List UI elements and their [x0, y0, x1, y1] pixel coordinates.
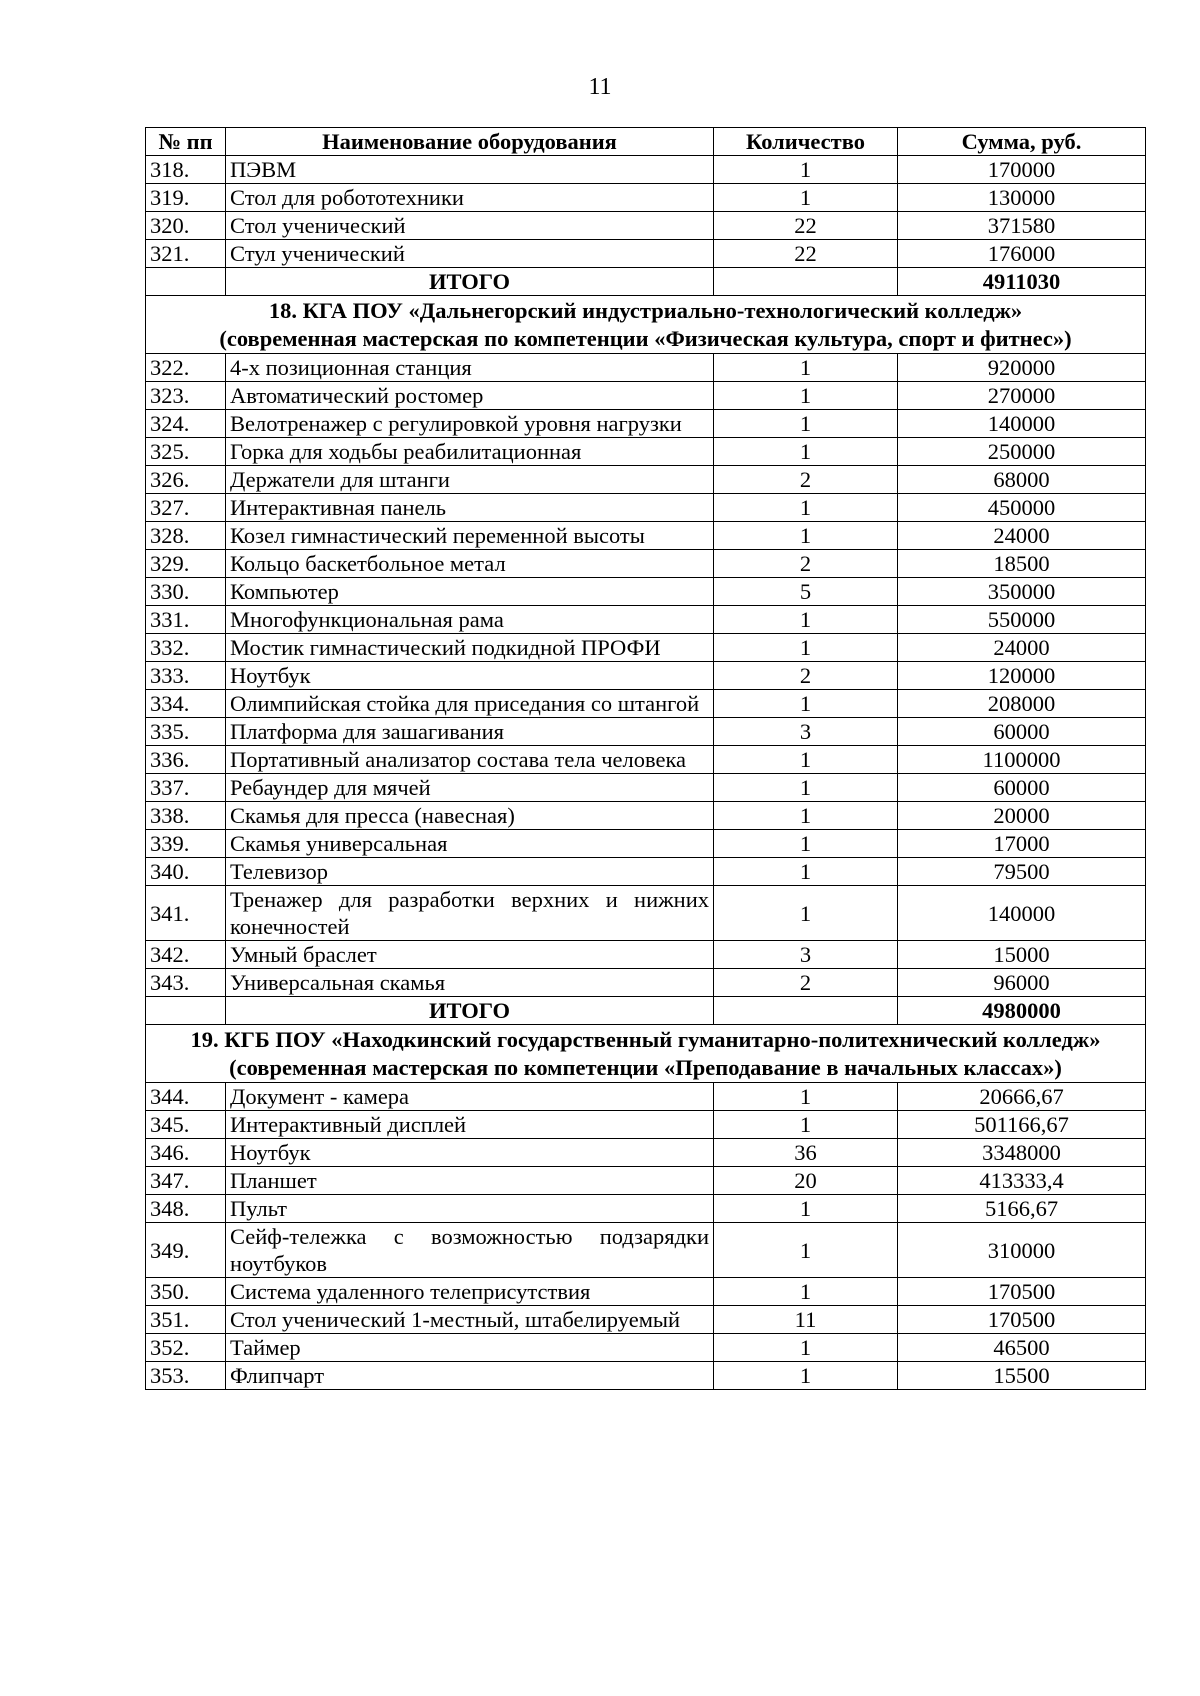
- cell-qty: 2: [714, 550, 898, 578]
- section-title-line: (современная мастерская по компетенции «Преподавание в начальных классах»): [229, 1054, 1062, 1080]
- cell-num: 342.: [146, 941, 226, 969]
- cell-sum: 60000: [898, 774, 1146, 802]
- table-row: [146, 1362, 1146, 1390]
- table-row: [146, 774, 1146, 802]
- cell-num: 331.: [146, 606, 226, 634]
- cell-sum: 450000: [898, 494, 1146, 522]
- cell-name: Сейф-тележка с возможностью подзарядки ноутбуков: [226, 1223, 714, 1278]
- section-title: [146, 1025, 1146, 1083]
- header-sum: Сумма, руб.: [898, 128, 1146, 156]
- cell-qty: 11: [714, 1306, 898, 1334]
- cell-sum: 20666,67: [898, 1083, 1146, 1111]
- cell-qty: 1: [714, 830, 898, 858]
- cell-num: 330.: [146, 578, 226, 606]
- header-num: № пп: [146, 128, 226, 156]
- cell-num: 322.: [146, 354, 226, 382]
- cell-sum: 208000: [898, 690, 1146, 718]
- cell-qty: 1: [714, 354, 898, 382]
- cell-num: 341.: [146, 886, 226, 941]
- cell-name: Умный браслет: [226, 941, 714, 969]
- cell-sum: 140000: [898, 410, 1146, 438]
- table-row: [146, 382, 1146, 410]
- cell-name: Таймер: [226, 1334, 714, 1362]
- table-row: [146, 1278, 1146, 1306]
- cell-name: Универсальная скамья: [226, 969, 714, 997]
- cell-num: 347.: [146, 1167, 226, 1195]
- cell-num: 328.: [146, 522, 226, 550]
- cell-qty: 3: [714, 941, 898, 969]
- cell-qty: 1: [714, 494, 898, 522]
- cell-name: Интерактивная панель: [226, 494, 714, 522]
- cell-name: 4-х позиционная станция: [226, 354, 714, 382]
- table-row: [146, 354, 1146, 382]
- table-body: [146, 156, 1146, 1390]
- cell-qty: 1: [714, 1083, 898, 1111]
- table-row: [146, 1223, 1146, 1278]
- cell-name: Ноутбук: [226, 662, 714, 690]
- table-row: [146, 410, 1146, 438]
- cell-name: Стул ученический: [226, 240, 714, 268]
- cell-qty: 2: [714, 969, 898, 997]
- table-row: [146, 969, 1146, 997]
- cell-name: Система удаленного телеприсутствия: [226, 1278, 714, 1306]
- cell-sum: 18500: [898, 550, 1146, 578]
- cell-qty: 20: [714, 1167, 898, 1195]
- table-row: [146, 718, 1146, 746]
- cell-name: Телевизор: [226, 858, 714, 886]
- cell-name: Скамья универсальная: [226, 830, 714, 858]
- cell-sum: 3348000: [898, 1139, 1146, 1167]
- cell-qty: 1: [714, 184, 898, 212]
- cell-sum: 176000: [898, 240, 1146, 268]
- cell-qty: 1: [714, 1278, 898, 1306]
- table-row: [146, 941, 1146, 969]
- table-row: [146, 634, 1146, 662]
- cell-sum: 170500: [898, 1306, 1146, 1334]
- cell-sum: 1100000: [898, 746, 1146, 774]
- cell-qty: 1: [714, 690, 898, 718]
- cell-sum: 130000: [898, 184, 1146, 212]
- cell-num: 318.: [146, 156, 226, 184]
- cell-name: Портативный анализатор состава тела человека: [226, 746, 714, 774]
- cell-num: 353.: [146, 1362, 226, 1390]
- cell-num: 327.: [146, 494, 226, 522]
- cell-name: Стол для робототехники: [226, 184, 714, 212]
- total-empty-cell: [146, 268, 226, 296]
- cell-num: 340.: [146, 858, 226, 886]
- cell-name: Тренажер для разработки верхних и нижних конечностей: [226, 886, 714, 941]
- cell-qty: 1: [714, 746, 898, 774]
- section-title-line: 19. КГБ ПОУ «Находкинский государственный гуманитарно-политехнический колледж»: [190, 1027, 1101, 1052]
- cell-qty: 1: [714, 858, 898, 886]
- total-label: ИТОГО: [226, 997, 714, 1025]
- cell-qty: 1: [714, 382, 898, 410]
- cell-name: Документ - камера: [226, 1083, 714, 1111]
- cell-num: 336.: [146, 746, 226, 774]
- table-row: [146, 522, 1146, 550]
- cell-name: Козел гимнастический переменной высоты: [226, 522, 714, 550]
- cell-qty: 1: [714, 438, 898, 466]
- table-row: [146, 690, 1146, 718]
- cell-name: Ноутбук: [226, 1139, 714, 1167]
- cell-sum: 920000: [898, 354, 1146, 382]
- cell-qty: 3: [714, 718, 898, 746]
- cell-num: 321.: [146, 240, 226, 268]
- cell-sum: 350000: [898, 578, 1146, 606]
- cell-name: Мостик гимнастический подкидной ПРОФИ: [226, 634, 714, 662]
- cell-sum: 310000: [898, 1223, 1146, 1278]
- cell-num: 337.: [146, 774, 226, 802]
- table-row: [146, 830, 1146, 858]
- cell-name: Стол ученический 1-местный, штабелируемый: [226, 1306, 714, 1334]
- cell-sum: 68000: [898, 466, 1146, 494]
- cell-sum: 371580: [898, 212, 1146, 240]
- cell-num: 333.: [146, 662, 226, 690]
- table-row: [146, 858, 1146, 886]
- cell-num: 338.: [146, 802, 226, 830]
- table-row: [146, 1167, 1146, 1195]
- cell-num: 346.: [146, 1139, 226, 1167]
- cell-name: Планшет: [226, 1167, 714, 1195]
- cell-sum: 170500: [898, 1278, 1146, 1306]
- cell-num: 332.: [146, 634, 226, 662]
- cell-qty: 1: [714, 634, 898, 662]
- table-row: [146, 184, 1146, 212]
- cell-qty: 1: [714, 886, 898, 941]
- total-row: [146, 997, 1146, 1025]
- cell-name: Ребаундер для мячей: [226, 774, 714, 802]
- cell-name: Компьютер: [226, 578, 714, 606]
- table-row: [146, 662, 1146, 690]
- cell-sum: 270000: [898, 382, 1146, 410]
- table-row: [146, 550, 1146, 578]
- cell-name: Горка для ходьбы реабилитационная: [226, 438, 714, 466]
- cell-qty: 22: [714, 212, 898, 240]
- cell-qty: 22: [714, 240, 898, 268]
- cell-qty: 1: [714, 802, 898, 830]
- header-qty: Количество: [714, 128, 898, 156]
- table-row: [146, 156, 1146, 184]
- cell-sum: 96000: [898, 969, 1146, 997]
- section-title-line: (современная мастерская по компетенции «Физическая культура, спорт и фитнес»): [219, 325, 1072, 351]
- cell-num: 334.: [146, 690, 226, 718]
- cell-sum: 15000: [898, 941, 1146, 969]
- cell-num: 335.: [146, 718, 226, 746]
- table-row: [146, 606, 1146, 634]
- cell-sum: 15500: [898, 1362, 1146, 1390]
- cell-sum: 60000: [898, 718, 1146, 746]
- cell-qty: 1: [714, 1223, 898, 1278]
- cell-sum: 550000: [898, 606, 1146, 634]
- table-row: [146, 1195, 1146, 1223]
- table-row: [146, 466, 1146, 494]
- total-label: ИТОГО: [226, 268, 714, 296]
- cell-qty: 1: [714, 1334, 898, 1362]
- cell-sum: 413333,4: [898, 1167, 1146, 1195]
- table-row: [146, 578, 1146, 606]
- table-row: [146, 886, 1146, 941]
- cell-name: ПЭВМ: [226, 156, 714, 184]
- table-row: [146, 1139, 1146, 1167]
- cell-name: Кольцо баскетбольное метал: [226, 550, 714, 578]
- cell-name: Автоматический ростомер: [226, 382, 714, 410]
- table-row: [146, 1083, 1146, 1111]
- total-empty-cell: [714, 268, 898, 296]
- table-row: [146, 212, 1146, 240]
- cell-num: 325.: [146, 438, 226, 466]
- cell-sum: 79500: [898, 858, 1146, 886]
- section-header-row: [146, 296, 1146, 354]
- cell-sum: 170000: [898, 156, 1146, 184]
- equipment-table: [145, 127, 1146, 1390]
- cell-qty: 1: [714, 774, 898, 802]
- cell-name: Платформа для зашагивания: [226, 718, 714, 746]
- cell-qty: 36: [714, 1139, 898, 1167]
- table-header-row: [146, 128, 1146, 156]
- cell-qty: 1: [714, 1362, 898, 1390]
- cell-num: 320.: [146, 212, 226, 240]
- section-title: [146, 296, 1146, 354]
- cell-num: 326.: [146, 466, 226, 494]
- cell-num: 323.: [146, 382, 226, 410]
- cell-sum: 250000: [898, 438, 1146, 466]
- table-row: [146, 1334, 1146, 1362]
- total-sum: 4980000: [898, 997, 1146, 1025]
- cell-sum: 501166,67: [898, 1111, 1146, 1139]
- table-row: [146, 1111, 1146, 1139]
- cell-name: Олимпийская стойка для приседания со штангой: [226, 690, 714, 718]
- total-empty-cell: [146, 997, 226, 1025]
- table-row: [146, 802, 1146, 830]
- cell-sum: 140000: [898, 886, 1146, 941]
- cell-qty: 1: [714, 606, 898, 634]
- cell-name: Скамья для пресса (навесная): [226, 802, 714, 830]
- cell-name: Интерактивный дисплей: [226, 1111, 714, 1139]
- total-empty-cell: [714, 997, 898, 1025]
- cell-num: 324.: [146, 410, 226, 438]
- table-row: [146, 494, 1146, 522]
- cell-qty: 2: [714, 662, 898, 690]
- cell-qty: 1: [714, 522, 898, 550]
- cell-num: 344.: [146, 1083, 226, 1111]
- cell-num: 349.: [146, 1223, 226, 1278]
- header-name: Наименование оборудования: [226, 128, 714, 156]
- section-title-line: 18. КГА ПОУ «Дальнегорский индустриально-технологический колледж»: [268, 298, 1023, 323]
- cell-num: 343.: [146, 969, 226, 997]
- cell-name: Велотренажер с регулировкой уровня нагрузки: [226, 410, 714, 438]
- total-row: [146, 268, 1146, 296]
- cell-sum: 24000: [898, 634, 1146, 662]
- table-row: [146, 240, 1146, 268]
- cell-num: 352.: [146, 1334, 226, 1362]
- cell-sum: 20000: [898, 802, 1146, 830]
- cell-qty: 2: [714, 466, 898, 494]
- section-header-row: [146, 1025, 1146, 1083]
- cell-num: 345.: [146, 1111, 226, 1139]
- cell-num: 329.: [146, 550, 226, 578]
- cell-qty: 1: [714, 156, 898, 184]
- cell-name: Держатели для штанги: [226, 466, 714, 494]
- cell-num: 319.: [146, 184, 226, 212]
- cell-sum: 17000: [898, 830, 1146, 858]
- cell-num: 350.: [146, 1278, 226, 1306]
- cell-sum: 24000: [898, 522, 1146, 550]
- cell-qty: 5: [714, 578, 898, 606]
- cell-num: 351.: [146, 1306, 226, 1334]
- cell-qty: 1: [714, 410, 898, 438]
- cell-name: Стол ученический: [226, 212, 714, 240]
- cell-qty: 1: [714, 1195, 898, 1223]
- cell-sum: 5166,67: [898, 1195, 1146, 1223]
- cell-name: Флипчарт: [226, 1362, 714, 1390]
- page-number: 11: [588, 74, 612, 100]
- cell-name: Многофункциональная рама: [226, 606, 714, 634]
- cell-sum: 120000: [898, 662, 1146, 690]
- table-row: [146, 746, 1146, 774]
- cell-sum: 46500: [898, 1334, 1146, 1362]
- cell-num: 339.: [146, 830, 226, 858]
- total-sum: 4911030: [898, 268, 1146, 296]
- cell-name: Пульт: [226, 1195, 714, 1223]
- cell-qty: 1: [714, 1111, 898, 1139]
- table-row: [146, 1306, 1146, 1334]
- table-row: [146, 438, 1146, 466]
- cell-num: 348.: [146, 1195, 226, 1223]
